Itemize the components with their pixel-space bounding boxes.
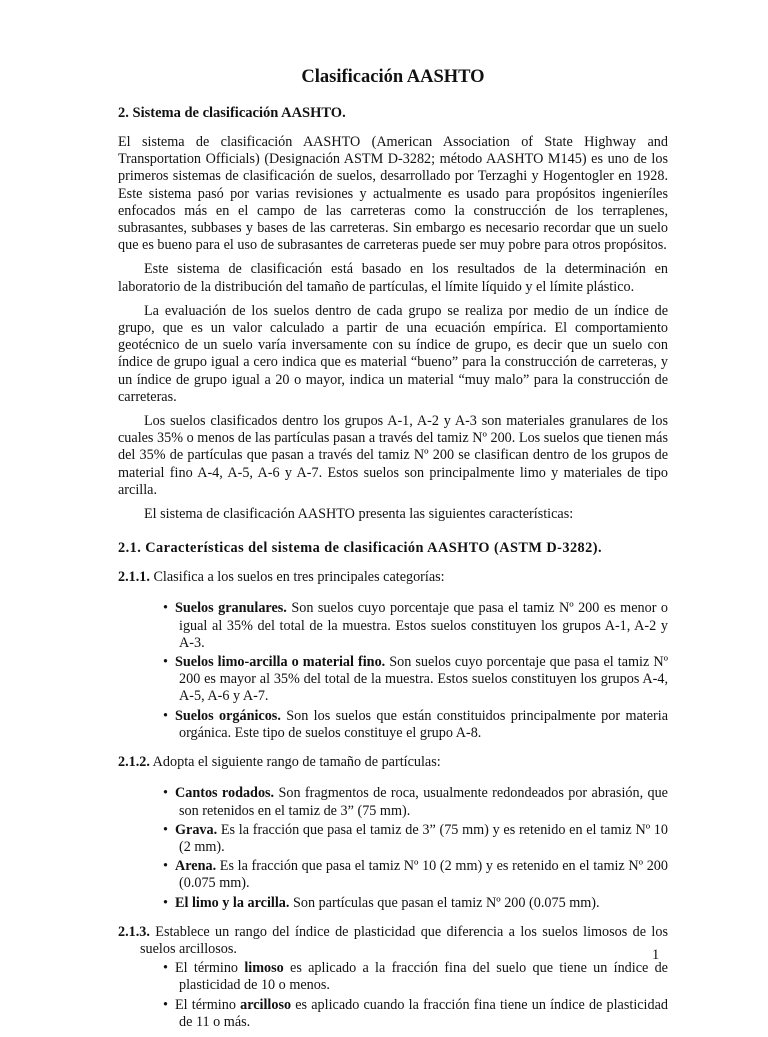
paragraph-intro: El sistema de clasificación AASHTO (American Association of State Highway and Transportation Officials) (Designación ASTM D-3282; método AASHTO M145) es uno de los primeros sistemas de clasificación de suelos, desarrollado por Terzaghi y Hogentogler en 1928. Este sistema pasó por varias revisiones y actualmente es usado para propósitos ingenieríles enfocados más en el campo de las carreteras como la construcción de los terraplenes, subrasantes, subbases y bases de las carreteras. Sin embargo es necesario recordar que un suelo que es bueno para el uso de subrasantes de carreteras puede ser muy pobre para otros propósitos. bbox=[118, 134, 668, 254]
list-item bbox=[163, 600, 668, 652]
page-content bbox=[118, 66, 668, 1037]
paragraph-groups: Los suelos clasificados dentro los grupos A-1, A-2 y A-3 son materiales granulares de los cuales 35% o menos de las partículas pasan a través del tamiz Nº 200. Los suelos que tienen más del 35% de partículas que pasan a través del tamiz Nº 200 se clasifican dentro de los grupos de material fino A-4, A-5, A-6 y A-7. Estos suelos son principalmente limo y materiales de tipo arcilla. bbox=[118, 413, 668, 498]
bullet-icon: • bbox=[163, 894, 168, 911]
list-item-term: Suelos orgánicos. bbox=[175, 707, 281, 724]
list-item bbox=[163, 708, 668, 742]
list-item-term: Arena. bbox=[175, 858, 217, 875]
list-item-text: Es la fracción que pasa el tamiz de 3” (75 mm) y es retenido en el tamiz Nº 10 (2 mm). bbox=[179, 821, 668, 855]
bullet-icon: • bbox=[163, 707, 168, 724]
list-item-prefix: El término bbox=[175, 996, 241, 1013]
list-item bbox=[163, 895, 668, 912]
section-2-1-heading: 2.1. Características del sistema de clasificación AASHTO (ASTM D-3282). bbox=[118, 540, 602, 557]
subsection-number: 2.1.2. bbox=[118, 754, 150, 771]
particle-size-list bbox=[118, 785, 668, 911]
bullet-icon: • bbox=[163, 858, 168, 875]
list-item-text: Son suelos cuyo porcentaje que pasa el tamiz Nº 200 es mayor al 35% del total de la muestra. Estos suelos constituyen los grupos A-4, A-5, A-6 y A-7. bbox=[179, 654, 668, 705]
list-item-text: es aplicado a la fracción fina del suelo que tiene un índice de plasticidad de 10 o menos. bbox=[179, 960, 668, 994]
list-item-term: Suelos granulares. bbox=[175, 600, 287, 617]
document-title: Clasificación AASHTO bbox=[301, 67, 485, 87]
bullet-icon: • bbox=[163, 821, 168, 838]
subsection-text: Clasifica a los suelos en tres principales categorías: bbox=[149, 569, 445, 586]
bullet-icon: • bbox=[163, 960, 168, 977]
bullet-icon: • bbox=[163, 654, 168, 671]
paragraph-characteristics-intro: El sistema de clasificación AASHTO presenta las siguientes características: bbox=[144, 506, 574, 523]
section-2-heading: 2. Sistema de clasificación AASHTO. bbox=[118, 105, 346, 121]
list-item-prefix: El término bbox=[175, 960, 245, 977]
subsection-2-1-3 bbox=[118, 924, 668, 958]
subsection-text: Establece un rango del índice de plasticidad que diferencia a los suelos limosos de los suelos arcillosos. bbox=[140, 923, 668, 957]
list-item bbox=[163, 785, 668, 819]
bullet-icon: • bbox=[163, 785, 168, 802]
plasticity-list bbox=[118, 960, 668, 1031]
list-item bbox=[163, 960, 668, 994]
list-item bbox=[163, 822, 668, 856]
list-item-term: arcilloso bbox=[240, 996, 292, 1013]
list-item-text: Son suelos cuyo porcentaje que pasa el tamiz Nº 200 es menor o igual al 35% del total de la muestra. Estos suelos constituyen los grupos A-1, A-2 y A-3. bbox=[179, 600, 669, 651]
list-item-term: Suelos limo-arcilla o material fino. bbox=[175, 654, 386, 671]
subsection-text: Adopta el siguiente rango de tamaño de partículas: bbox=[149, 754, 441, 771]
list-item bbox=[163, 997, 668, 1031]
subsection-number: 2.1.3. bbox=[118, 923, 150, 940]
subsection-2-1-1 bbox=[118, 569, 668, 586]
bullet-icon: • bbox=[163, 996, 168, 1013]
list-item bbox=[163, 858, 668, 892]
list-item-term: Grava. bbox=[175, 821, 218, 838]
list-item-text: Son partículas que pasan el tamiz Nº 200 (0.075 mm). bbox=[289, 894, 600, 911]
list-item-text: Son fragmentos de roca, usualmente redondeados por abrasión, que son retenidos en el tamiz de 3” (75 mm). bbox=[179, 785, 668, 819]
soil-categories-list bbox=[118, 600, 668, 742]
list-item-term: limoso bbox=[244, 960, 284, 977]
paragraph-group-index: La evaluación de los suelos dentro de cada grupo se realiza por medio de un índice de grupo, que es un valor calculado a partir de una ecuación empírica. El comportamiento geotécnico de un suelo varía inversamente con su índice de grupo, es decir que un suelo con índice de grupo igual a cero indica que es material “bueno” para la construcción de carreteras, y un índice de grupo igual a 20 o mayor, indica un material “muy malo” para la construcción de carreteras. bbox=[118, 302, 668, 405]
list-item-term: Cantos rodados. bbox=[175, 785, 275, 802]
subsection-2-1-2 bbox=[118, 754, 668, 771]
page-number: 1 bbox=[652, 947, 660, 963]
list-item-text: Es la fracción que pasa el tamiz Nº 10 (2 mm) y es retenido en el tamiz Nº 200 (0.075 mm). bbox=[179, 858, 668, 892]
list-item-text: Son los suelos que están constituidos principalmente por materia orgánica. Este tipo de suelos constituye el grupo A-8. bbox=[179, 707, 668, 741]
list-item-text: es aplicado cuando la fracción fina tiene un índice de plasticidad de 11 o más. bbox=[179, 996, 668, 1030]
list-item bbox=[163, 654, 668, 706]
bullet-icon: • bbox=[163, 600, 168, 617]
list-item-term: El limo y la arcilla. bbox=[175, 894, 290, 911]
paragraph-basis: Este sistema de clasificación está basado en los resultados de la determinación en laboratorio de la distribución del tamaño de partículas, el límite líquido y el límite plástico. bbox=[118, 261, 668, 295]
subsection-number: 2.1.1. bbox=[118, 569, 150, 586]
